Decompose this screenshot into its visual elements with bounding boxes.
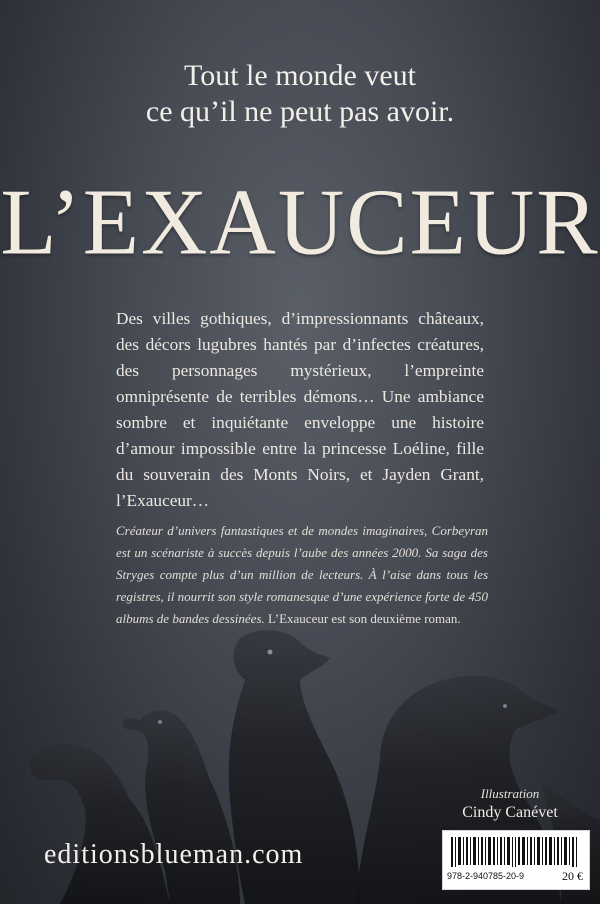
illustration-label: Illustration — [480, 786, 540, 801]
isbn-number: 978-2-940785-20-9 — [447, 871, 525, 881]
publisher-website: editionsblueman.com — [44, 839, 304, 870]
price: 20 € — [562, 869, 583, 883]
tagline — [0, 58, 600, 130]
book-title: L’EXAUCEUR — [0, 169, 600, 275]
barcode-icon — [451, 837, 581, 867]
barcode-box — [442, 830, 590, 890]
crow-eye — [503, 704, 507, 708]
synopsis-text: Des villes gothiques, d’impressionnants châteaux, des décors lugubres hantés par d’infectes créatures, des personnages mystérieux, l’empreinte omniprésente de terribles démons… Une ambiance sombre et inquiétante enveloppe une histoire d’amour impossible entre la princesse Loéline, fille du souverain des Monts Noirs, et Jayden Grant, l’Exauceur… — [116, 309, 484, 510]
author-bio-roman: L’Exauceur est son deuxième roman. — [264, 611, 461, 626]
tagline-line-1: Tout le monde veut — [183, 59, 417, 92]
illustrator-name: Cindy Canévet — [462, 804, 558, 821]
tagline-line-2: ce qu’il ne peut pas avoir. — [145, 95, 455, 128]
author-bio-italic: Créateur d’univers fantastiques et de mondes imaginaires, Corbeyran est un scénariste à succès depuis l’aube des années 2000. Sa saga des Stryges compte plus d’un million de lecteurs. À l’aise dans tous les registres, il nourrit son style romanesque d’une expérience forte de 450 albums de bandes dessinées. — [116, 523, 488, 626]
crow-eye — [268, 650, 273, 655]
crow-eye — [158, 720, 162, 724]
